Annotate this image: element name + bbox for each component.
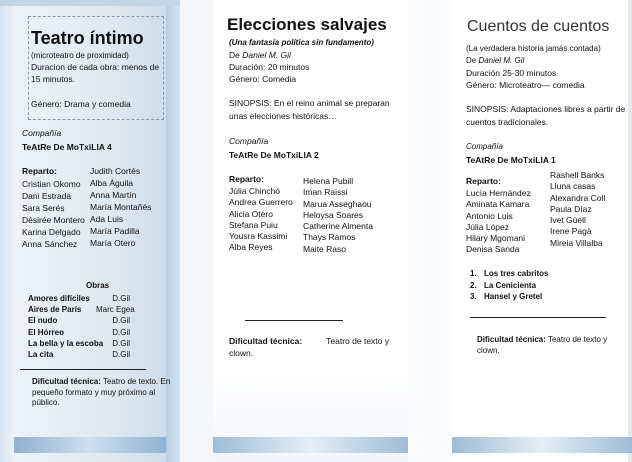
stories-list xyxy=(470,268,548,303)
cast-member: Mireia Villalba xyxy=(550,237,603,248)
panel3-subtitle: (La verdadera historia jamás contada) xyxy=(466,44,601,53)
panel1-cast-label: Reparto: xyxy=(22,166,57,176)
cast-member: Antonio Luis xyxy=(466,210,513,221)
cast-member: Júlia Chinchó xyxy=(229,186,281,196)
panel2-company-label: Compañía xyxy=(229,136,269,146)
panel1-difficulty xyxy=(32,377,170,409)
panel3-duration: Duración 25-30 minutos xyxy=(466,68,557,78)
cast-member: Aminata Kamara xyxy=(466,199,530,210)
difficulty-text: pequeño formato y muy próximo al xyxy=(32,387,156,397)
cast-member: Cristian Okomo xyxy=(22,179,81,189)
panel2-cast-left xyxy=(229,186,293,254)
panel2-subtitle: (Una fantasía política sin fundamento) xyxy=(229,38,374,47)
cast-member: Sara Serés xyxy=(22,203,65,213)
work-name: La cita xyxy=(28,350,54,360)
panel3-company-label: Compañía xyxy=(466,142,503,151)
difficulty-label: Dificultad técnica: xyxy=(477,335,546,344)
cast-member: Anna Martín xyxy=(90,190,137,200)
work-author: D.Gil xyxy=(112,350,130,360)
cast-member: Maite Raso xyxy=(303,243,346,254)
panel3-genre: Género: Microteatro— comedia xyxy=(466,80,585,90)
panel1-duration-line1: Duracion de cada obra: menos de xyxy=(31,62,160,72)
panel2-difficulty xyxy=(229,335,389,359)
cast-member: María Padilla xyxy=(90,226,140,236)
cast-member: Heloysa Soares xyxy=(303,209,364,220)
cast-member: Júlia López xyxy=(466,221,510,232)
panel-edge-left xyxy=(0,0,14,462)
work-author: D.Gil xyxy=(112,316,130,326)
work-name: Amores difíciles xyxy=(28,294,90,303)
cast-member: Iman Raissi xyxy=(303,187,348,198)
panel1-cast-right xyxy=(90,165,151,249)
panel2-author: Daniel M. Gil xyxy=(242,50,291,60)
cast-member: Désirée Montero xyxy=(22,215,85,225)
difficulty-label: Dificultad técnica: xyxy=(229,336,303,346)
work-name: El nudo xyxy=(28,316,58,326)
difficulty-text: Teatro de texto y xyxy=(545,335,608,344)
cast-member: Dani Estrada xyxy=(22,191,72,201)
work-author: Marc Egea xyxy=(96,305,135,315)
fold-gap xyxy=(408,0,452,462)
panel1-cast-left xyxy=(22,178,85,250)
difficulty-text: clown. xyxy=(229,348,254,358)
panel2-cast-label: Reparto: xyxy=(229,174,264,184)
panel1-works-label: Obras xyxy=(86,281,110,290)
difficulty-label: Dificultad técnica: xyxy=(32,377,101,386)
cast-member: Thays Ramos xyxy=(303,232,356,243)
panel2-author-line: De Daniel M. Gil xyxy=(229,50,291,60)
cast-member: María Montañés xyxy=(90,202,152,212)
cast-member: Marua Asseghaou xyxy=(303,198,372,209)
cast-member: Alba Águila xyxy=(90,178,134,188)
panel2-duration: Duración: 20 minutos xyxy=(229,62,310,72)
cast-member: Andrea Guerrero xyxy=(229,197,293,208)
panel1-subtitle: (microteatro de proximidad) xyxy=(31,51,129,60)
list-item: 1. Los tres cabritos xyxy=(470,269,549,278)
panel1-company: TeAtRe De MoTxiLlA 4 xyxy=(22,142,112,152)
cast-member: Alexandra Coll xyxy=(550,192,606,203)
works-list xyxy=(28,293,103,360)
work-name: La bella y la escoba xyxy=(28,338,104,348)
panel2-synopsis-line1: SINOPSIS: En el reino animal se preparan xyxy=(229,98,390,108)
divider-line xyxy=(20,369,146,370)
panel2-cast-right xyxy=(303,176,373,255)
difficulty-text: Teatro de texto y xyxy=(326,336,389,346)
list-item: 3. Hansel y Gretel xyxy=(470,292,543,301)
panel2-title: Elecciones salvajes xyxy=(227,15,387,34)
cast-member: Lluna casas xyxy=(550,181,596,192)
work-author: D.Gil xyxy=(112,294,130,303)
panel3-author-line: De Daniel M. Gil xyxy=(466,56,525,65)
panel3-author: Daniel M. Gil xyxy=(478,56,525,65)
panel3-title: Cuentos de cuentos xyxy=(467,18,610,35)
divider-line xyxy=(245,320,343,321)
works-authors xyxy=(96,293,135,360)
work-name: El Hórreo xyxy=(28,327,65,337)
cast-member: Ivet Güell xyxy=(550,215,586,226)
cast-member: Lucía Hernández xyxy=(466,188,531,198)
cast-member: Yousra Kassimi xyxy=(229,231,288,242)
panel2-synopsis-line2: unas elecciones históricas… xyxy=(229,111,337,121)
cast-member: Karina Delgado xyxy=(22,227,81,237)
cast-member: Ada Luis xyxy=(90,214,124,224)
panel1-title: Teatro íntimo xyxy=(31,28,144,48)
panel1-company-label: Compañía xyxy=(22,128,62,138)
difficulty-text: clown. xyxy=(477,346,500,355)
work-author: D.Gil xyxy=(112,327,130,337)
panel3-difficulty xyxy=(477,334,607,356)
cast-member: Judith Cortés xyxy=(90,166,141,176)
panel3-synopsis-line1: SINOPSIS: Adaptaciones libres a partir de xyxy=(466,104,626,114)
work-name: Aires de París xyxy=(28,305,82,315)
cast-member: María Otero xyxy=(90,238,136,248)
panel3-cast-left xyxy=(466,188,531,256)
cast-member: Alicia Otero xyxy=(229,208,273,219)
difficulty-text: público. xyxy=(32,398,60,407)
cast-member: Anna Sánchez xyxy=(22,239,78,249)
panel3-synopsis-line2: cuentos tradicionales. xyxy=(466,117,549,127)
panel1-duration-line2: 15 minutos. xyxy=(31,74,75,84)
bottom-band xyxy=(213,437,408,453)
cast-member: Helena Pubill xyxy=(303,176,354,186)
cast-member: Hilary Mgomani xyxy=(466,233,526,244)
cast-member: Catherine Almenta xyxy=(303,221,373,232)
list-item: 2. La Cenicienta xyxy=(470,280,537,290)
cast-member: Rashell Banks xyxy=(550,170,605,180)
cast-member: Denisa Sanda xyxy=(466,244,520,255)
cast-member: Stefana Puiu xyxy=(229,219,278,230)
difficulty-text: Teatro de texto. En xyxy=(100,377,171,386)
cast-member: Alba Reyes xyxy=(229,242,273,253)
cast-member: Paula Díaz xyxy=(550,203,592,214)
bottom-band xyxy=(452,437,632,453)
panel3-cast-right xyxy=(550,170,605,249)
top-band xyxy=(0,0,180,6)
panel3-company: TeAtRe De MoTxiLlA 1 xyxy=(466,155,556,165)
divider-line xyxy=(470,317,606,318)
panel1-genre: Género: Drama y comedia xyxy=(31,99,131,109)
bottom-band xyxy=(14,437,166,453)
cast-member: Irene Pagà xyxy=(550,226,592,237)
panel2-company: TeAtRe De MoTxiLlA 2 xyxy=(229,150,319,160)
panel2-genre: Género: Comedia xyxy=(229,74,297,84)
work-author: D.Gil xyxy=(112,338,130,348)
panel3-cast-label: Reparto: xyxy=(466,176,501,186)
fold-gap xyxy=(180,0,213,462)
